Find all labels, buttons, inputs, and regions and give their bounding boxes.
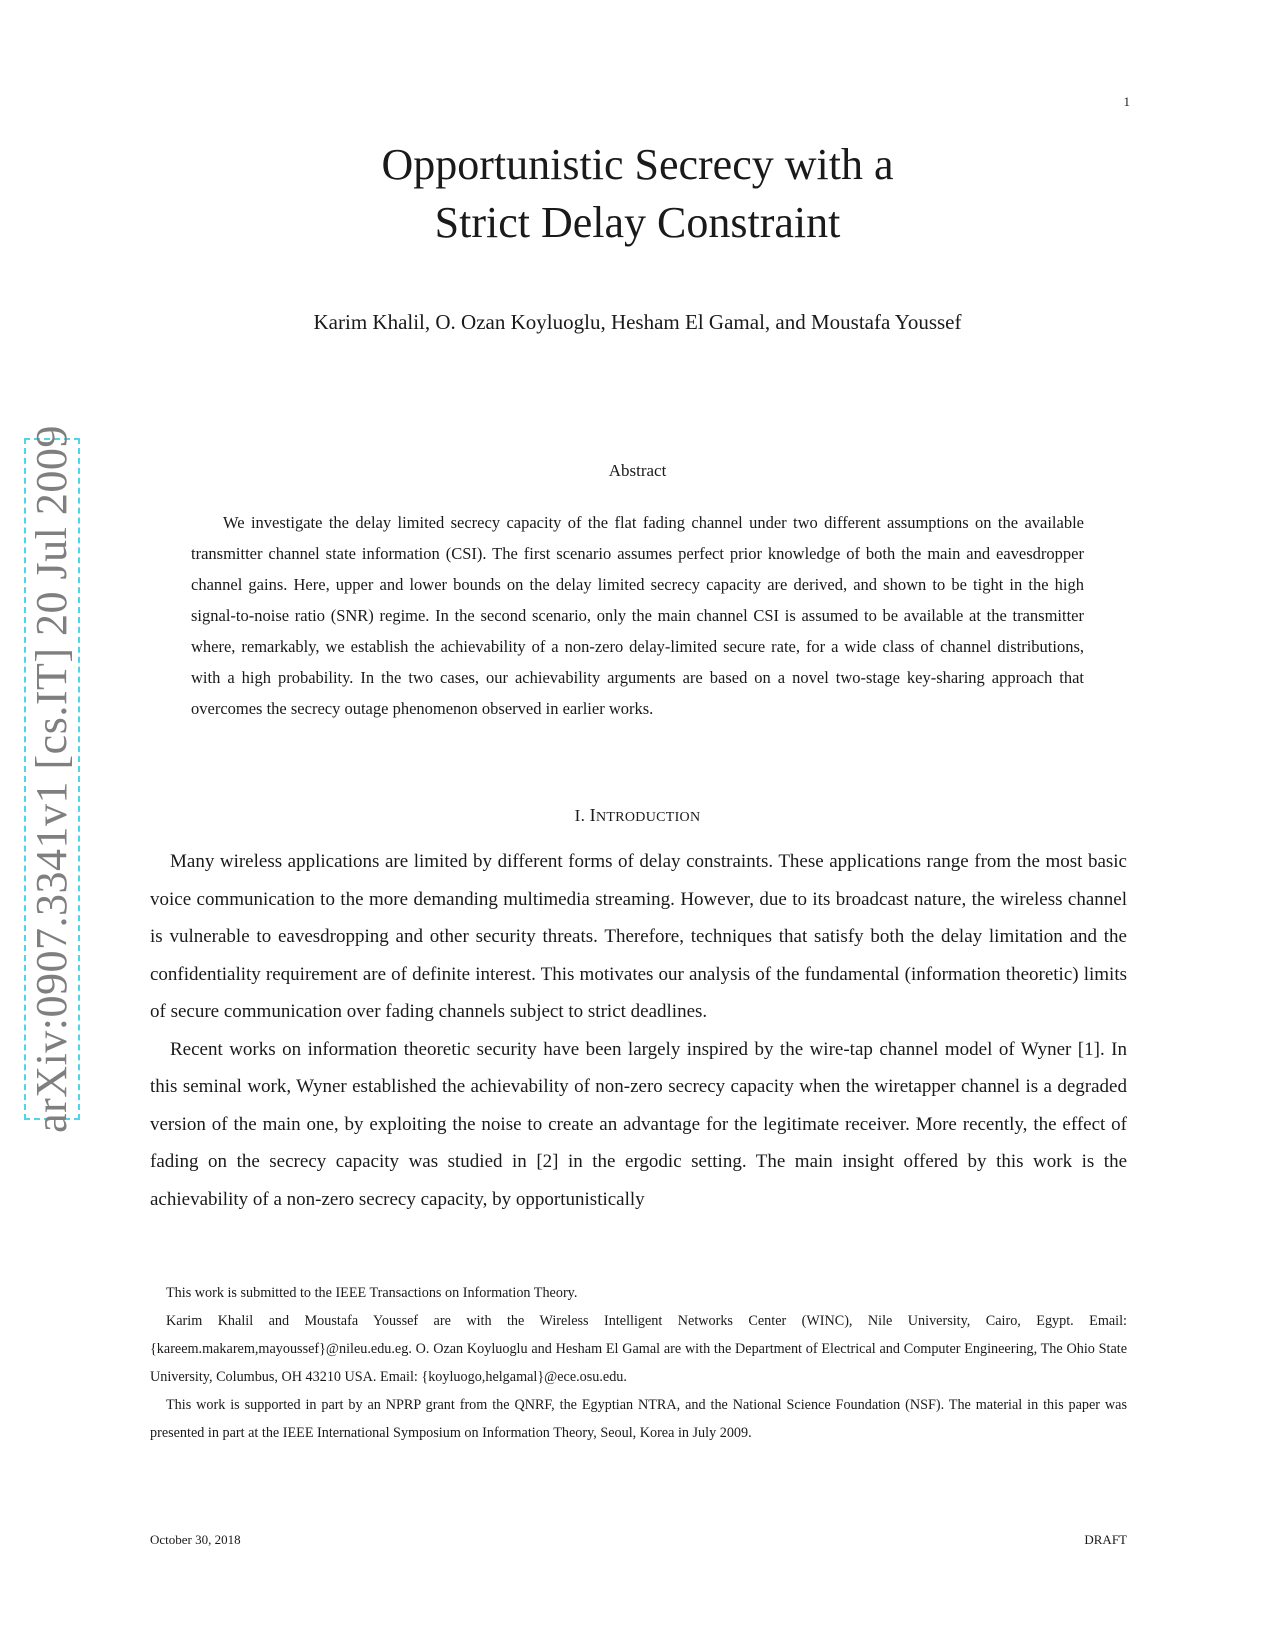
abstract-body: We investigate the delay limited secrecy capacity of the flat fading channel under two different assumptions on the available transmitter channel state information (CSI). The first scenario assumes perfect prior knowledge of both the main and eavesdropper channel gains. Here, upper and lower bounds on the delay limited secrecy capacity are derived, and shown to be tight in the high signal-to-noise ratio (SNR) regime. In the second scenario, only the main channel CSI is assumed to be available at the transmitter where, remarkably, we establish the achievability of a non-zero delay-limited secure rate, for a wide class of channel distributions, with a high probability. In the two cases, our achievability arguments are based on a novel two-stage key-sharing approach that overcomes the secrecy outage phenomenon observed in earlier works. xyxy=(191,513,1084,718)
footer-date: October 30, 2018 xyxy=(150,1532,241,1547)
body-paragraph-2: Recent works on information theoretic security have been largely inspired by the wire-tap channel model of Wyner [1]. In this seminal work, Wyner established the achievability of non-zero secrecy capacity when the wiretapper channel is a degraded version of the main one, by exploiting the noise to create an advantage for the legitimate receiver. More recently, the effect of fading on the secrecy capacity was studied in [2] in the ergodic setting. The main insight offered by this work is the achievability of a non-zero secrecy capacity, by opportunistically xyxy=(150,1038,1127,1210)
body-text xyxy=(150,843,1127,1218)
section-initial: I xyxy=(589,805,596,825)
section-numeral: I. xyxy=(574,806,590,825)
body-paragraph-1: Many wireless applications are limited by different forms of delay constraints. These applications range from the most basic voice communication to the more demanding multimedia streaming. However, due to its broadcast nature, the wireless channel is vulnerable to eavesdropping and other security threats. Therefore, techniques that satisfy both the delay limitation and the confidentiality requirement are of definite interest. This motivates our analysis of the fundamental (information theoretic) limits of secure communication over fading channels subject to strict deadlines. xyxy=(150,851,1127,1022)
footnote-submission: This work is submitted to the IEEE Transactions on Information Theory. xyxy=(166,1285,578,1301)
author-list: Karim Khalil, O. Ozan Koyluoglu, Hesham El Gamal, and Moustafa Youssef xyxy=(313,310,962,334)
arxiv-stamp-text: arXiv:0907.3341v1 [cs.IT] 20 Jul 2009 xyxy=(27,425,76,1133)
footnote-funding: This work is supported in part by an NPRP grant from the QNRF, the Egyptian NTRA, and the National Science Foundation (NSF). The material in this paper was presented in part at the IEEE International Symposium on Information Theory, Seoul, Korea in July 2009. xyxy=(150,1397,1127,1441)
footer-draft-label: DRAFT xyxy=(1084,1532,1127,1547)
footnotes xyxy=(150,1279,1127,1447)
page-number: 1 xyxy=(1123,94,1130,109)
section-heading-introduction xyxy=(180,805,1095,826)
arxiv-stamp[interactable] xyxy=(24,425,80,1133)
title-line-2: Strict Delay Constraint xyxy=(434,198,841,247)
footnote-affiliations: Karim Khalil and Moustafa Youssef are with the Wireless Intelligent Networks Center (WINC), Nile University, Cairo, Egypt. Email: {kareem.makarem,mayoussef}@nileu.edu.eg. O. Ozan Koyluoglu and Hesham El Gamal are with the Department of Electrical and Computer Engineering, The Ohio State University, Columbus, OH 43210 USA. Email: {koyluogo,helgamal}@ece.osu.edu. xyxy=(150,1313,1127,1385)
abstract-heading: Abstract xyxy=(608,461,667,480)
section-title-rest: NTRODUCTION xyxy=(595,810,701,825)
paper-title xyxy=(240,136,1035,252)
title-line-1: Opportunistic Secrecy with a xyxy=(381,140,894,189)
